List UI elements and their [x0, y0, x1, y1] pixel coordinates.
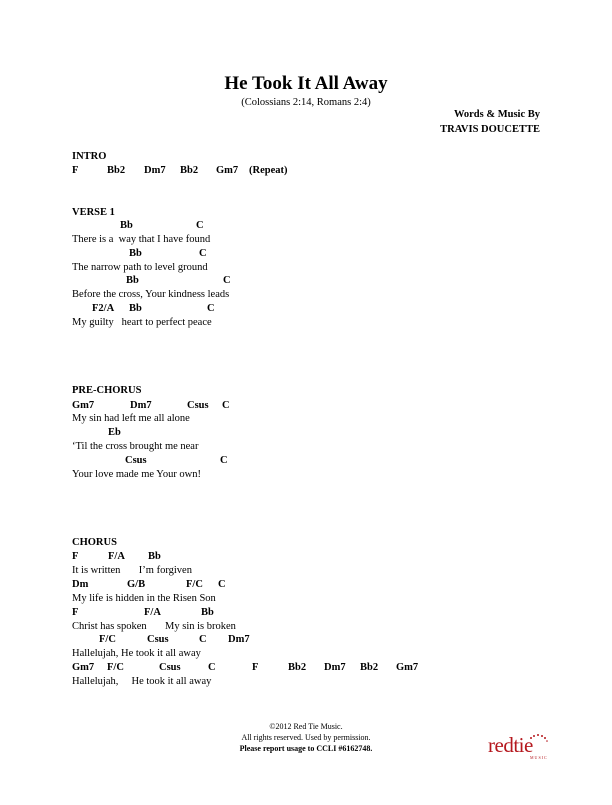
chord: F	[72, 165, 79, 176]
lyric-line: ‘Til the cross brought me near	[72, 441, 199, 452]
chord: Gm7	[216, 165, 239, 176]
ccli-notice: Please report usage to CCLI #6162748.	[239, 744, 373, 753]
chord: Bb	[129, 248, 142, 259]
chord: F	[72, 607, 79, 618]
chord: Bb2	[288, 662, 307, 673]
copyright-notice: ©2012 Red Tie Music.	[269, 722, 343, 731]
lyric-line: My sin had left me all alone	[72, 413, 190, 424]
chord: Bb	[126, 275, 139, 286]
prechorus-heading: PRE-CHORUS	[72, 385, 142, 396]
chord: Bb2	[360, 662, 379, 673]
chord: C	[218, 579, 226, 590]
chord: C	[223, 275, 231, 286]
chord: Gm7	[72, 662, 95, 673]
chord: F	[252, 662, 259, 673]
rights-notice: All rights reserved. Used by permission.	[241, 733, 371, 742]
lyric-line: It is written I’m forgiven	[72, 565, 192, 576]
chord: Eb	[108, 427, 121, 438]
chord: Dm7	[324, 662, 346, 673]
chord: Csus	[147, 634, 169, 645]
chord: Bb	[148, 551, 161, 562]
chorus-heading: CHORUS	[72, 537, 117, 548]
scripture-reference: (Colossians 2:14, Romans 2:4)	[241, 97, 371, 108]
chord: F/C	[186, 579, 203, 590]
chord: C	[222, 400, 230, 411]
chord: C	[220, 455, 228, 466]
chord: Dm7	[130, 400, 152, 411]
lyric-line: Before the cross, Your kindness leads	[72, 289, 230, 300]
lyric-line: My guilty heart to perfect peace	[72, 317, 212, 328]
chord: Dm7	[228, 634, 250, 645]
credits-label: Words & Music By	[453, 109, 540, 120]
chord: C	[208, 662, 216, 673]
chord: F	[72, 551, 79, 562]
chord: C	[207, 303, 215, 314]
lyric-line: Hallelujah, He took it all away	[72, 676, 212, 687]
chord: F/A	[108, 551, 125, 562]
chord: Bb2	[107, 165, 126, 176]
chord: F2/A	[92, 303, 115, 314]
songwriter-name: TRAVIS DOUCETTE	[440, 124, 540, 135]
lyric-line: The narrow path to level ground	[72, 262, 208, 273]
logo-subtext: MUSIC	[530, 755, 548, 760]
chord: Csus	[159, 662, 181, 673]
chord: C	[199, 634, 207, 645]
lyric-line: Your love made me Your own!	[72, 469, 202, 480]
chord: F/A	[144, 607, 161, 618]
chord: F/C	[99, 634, 116, 645]
chord: Dm7	[144, 165, 166, 176]
chord: G/B	[127, 579, 146, 590]
verse1-heading: VERSE 1	[72, 207, 115, 218]
lyric-line: Christ has spoken My sin is broken	[72, 621, 236, 632]
chord: Csus	[125, 455, 147, 466]
logo-wordmark: redtie	[488, 733, 533, 757]
chord: Bb	[129, 303, 142, 314]
chord: Csus	[187, 400, 209, 411]
chord: Gm7	[72, 400, 95, 411]
chord: Bb	[201, 607, 214, 618]
chord: (Repeat)	[249, 165, 288, 176]
chord: Gm7	[396, 662, 419, 673]
redtie-music-logo	[488, 733, 558, 763]
intro-heading: INTRO	[72, 151, 107, 162]
chord: F/C	[107, 662, 124, 673]
chord: Bb	[120, 220, 133, 231]
lyric-line: My life is hidden in the Risen Son	[72, 593, 216, 604]
chord: Dm	[72, 579, 89, 590]
chord: C	[199, 248, 207, 259]
lyric-line: Hallelujah, He took it all away	[72, 648, 201, 659]
chord: Bb2	[180, 165, 199, 176]
chord: C	[196, 220, 204, 231]
lyric-line: There is a way that I have found	[72, 234, 211, 245]
song-title: He Took It All Away	[224, 73, 388, 94]
